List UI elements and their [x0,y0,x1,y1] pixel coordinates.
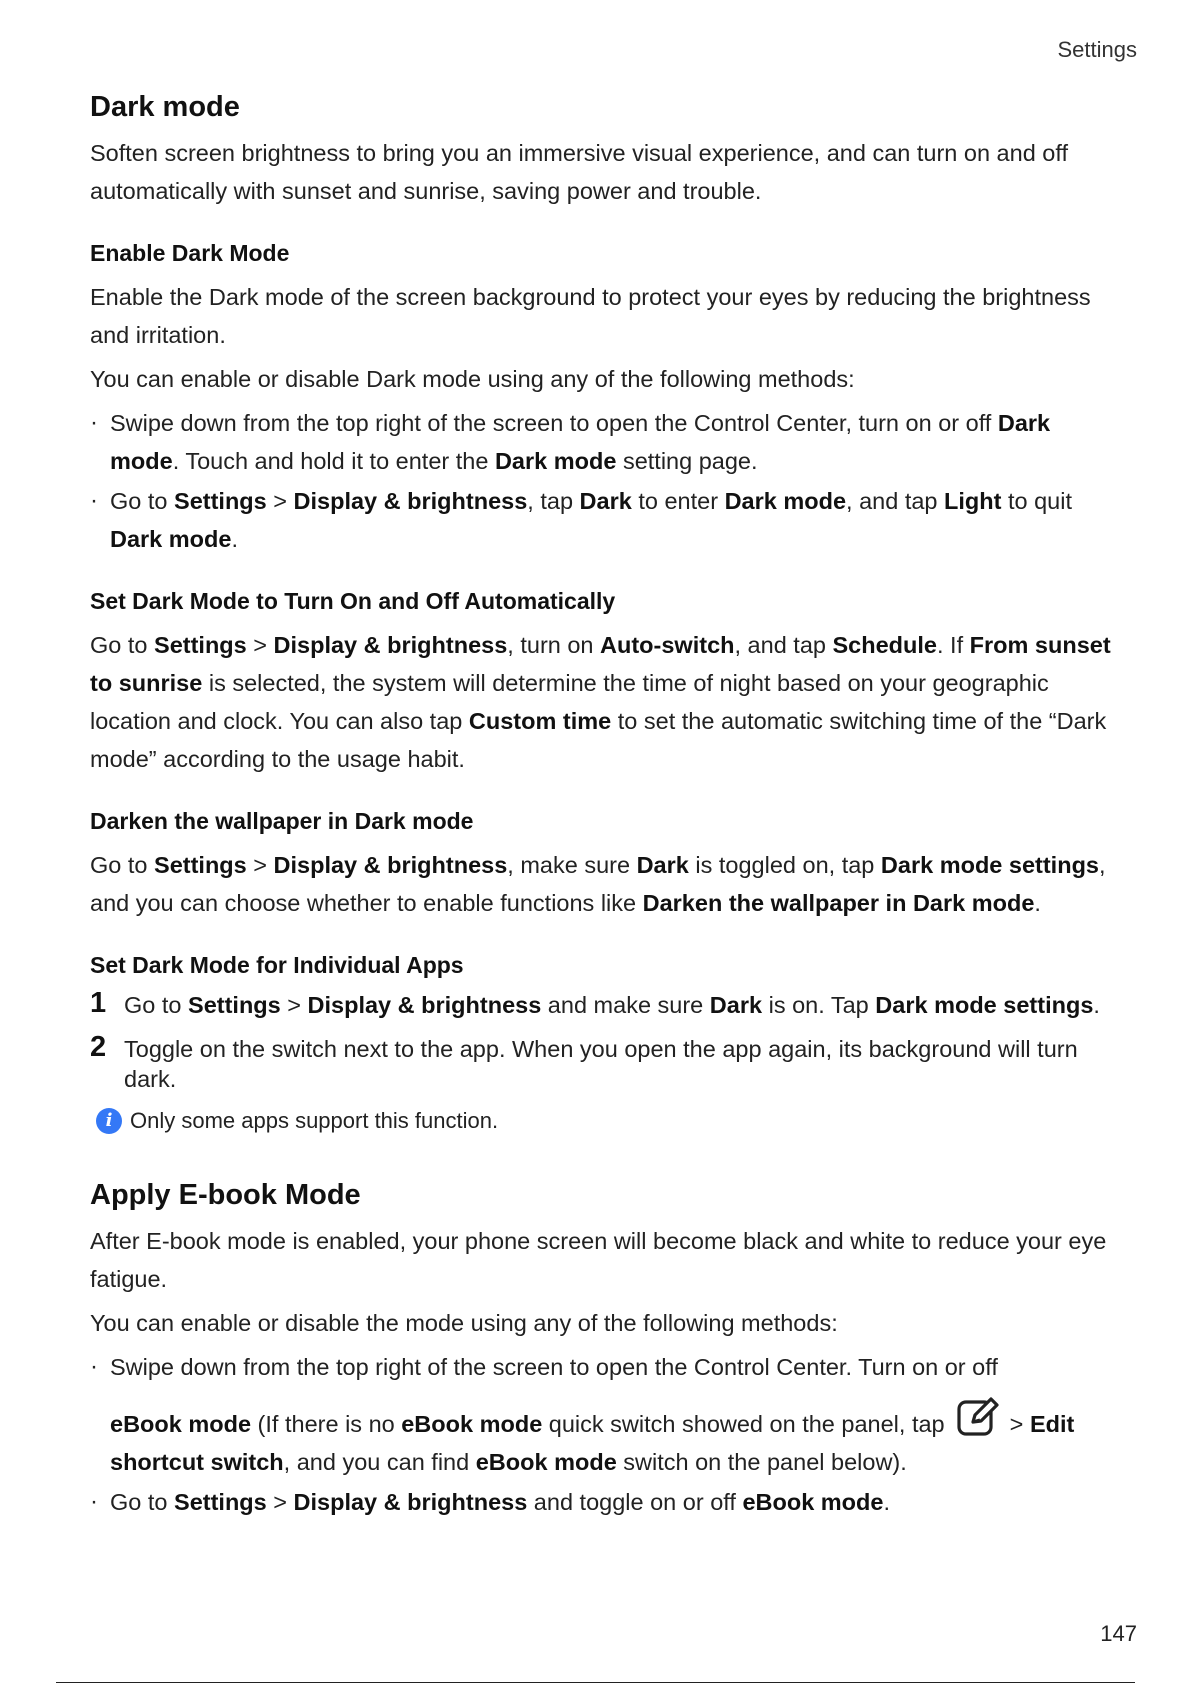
individual-apps-steps [90,987,1120,1094]
individual-apps-heading: Set Dark Mode for Individual Apps [90,952,464,978]
enable-dark-mode-heading: Enable Dark Mode [90,240,290,266]
darken-wallpaper-heading: Darken the wallpaper in Dark mode [90,808,474,834]
ebook-methods-list [90,1348,1120,1521]
list-item: · Go to Settings > Display & brightness, tap Dark to enter Dark mode, and tap Light to quit Dark mode. [90,482,1120,558]
auto-switch-heading: Set Dark Mode to Turn On and Off Automatically [90,588,616,614]
darken-wallpaper-desc: Go to Settings > Display & brightness, make sure Dark is toggled on, tap Dark mode settings, and you can choose whether to enable functions like Darken the wallpaper in Dark mode. [90,852,1106,916]
enable-methods-list [90,404,1120,558]
step-number: 2 [90,1031,107,1063]
enable-dark-mode-methods: You can enable or disable Dark mode using any of the following methods: [90,366,855,392]
enable-dark-mode-desc: Enable the Dark mode of the screen background to protect your eyes by reducing the brightness and irritation. [90,284,1091,348]
page-content [90,88,1120,1523]
footer-divider [56,1682,1135,1683]
running-header: Settings [1057,37,1137,62]
list-item: · Swipe down from the top right of the screen to open the Control Center. Turn on or off eBook mode (If there is no eBook mode quick switch showed on the panel, tap > Edit shortcut switch, and you can find eBook mode switch on the panel below). [90,1348,1120,1481]
ebook-mode-desc: After E-book mode is enabled, your phone screen will become black and white to reduce your eye fatigue. [90,1228,1107,1292]
step-item: 1 Go to Settings > Display & brightness and make sure Dark is on. Tap Dark mode settings. [90,987,1100,1019]
step-item: 2 Toggle on the switch next to the app. When you open the app again, its background will turn dark. [90,1031,1078,1092]
dark-mode-title: Dark mode [90,91,240,123]
ebook-mode-methods: You can enable or disable the mode using any of the following methods: [90,1310,838,1336]
list-item: · Swipe down from the top right of the screen to open the Control Center, turn on or off Dark mode. Touch and hold it to enter the Dark mode setting page. [90,404,1120,480]
ebook-mode-title: Apply E-book Mode [90,1179,361,1211]
note-text: Only some apps support this function. [130,1108,499,1133]
edit-icon [955,1394,999,1438]
list-item: · Go to Settings > Display & brightness and toggle on or off eBook mode. [90,1483,1120,1521]
auto-switch-desc: Go to Settings > Display & brightness, turn on Auto-switch, and tap Schedule. If From sunset to sunrise is selected, the system will determine the time of night based on your geographic location and clock. You can also tap Custom time to set the automatic switching time of the “Dark mode” according to the usage habit. [90,632,1111,772]
dark-mode-intro: Soften screen brightness to bring you an immersive visual experience, and can turn on and off automatically with sunset and sunrise, saving power and trouble. [90,140,1068,204]
page-number: 147 [1100,1621,1137,1646]
info-icon: i [96,1108,122,1134]
step-number: 1 [90,987,107,1019]
note [90,1106,1120,1136]
